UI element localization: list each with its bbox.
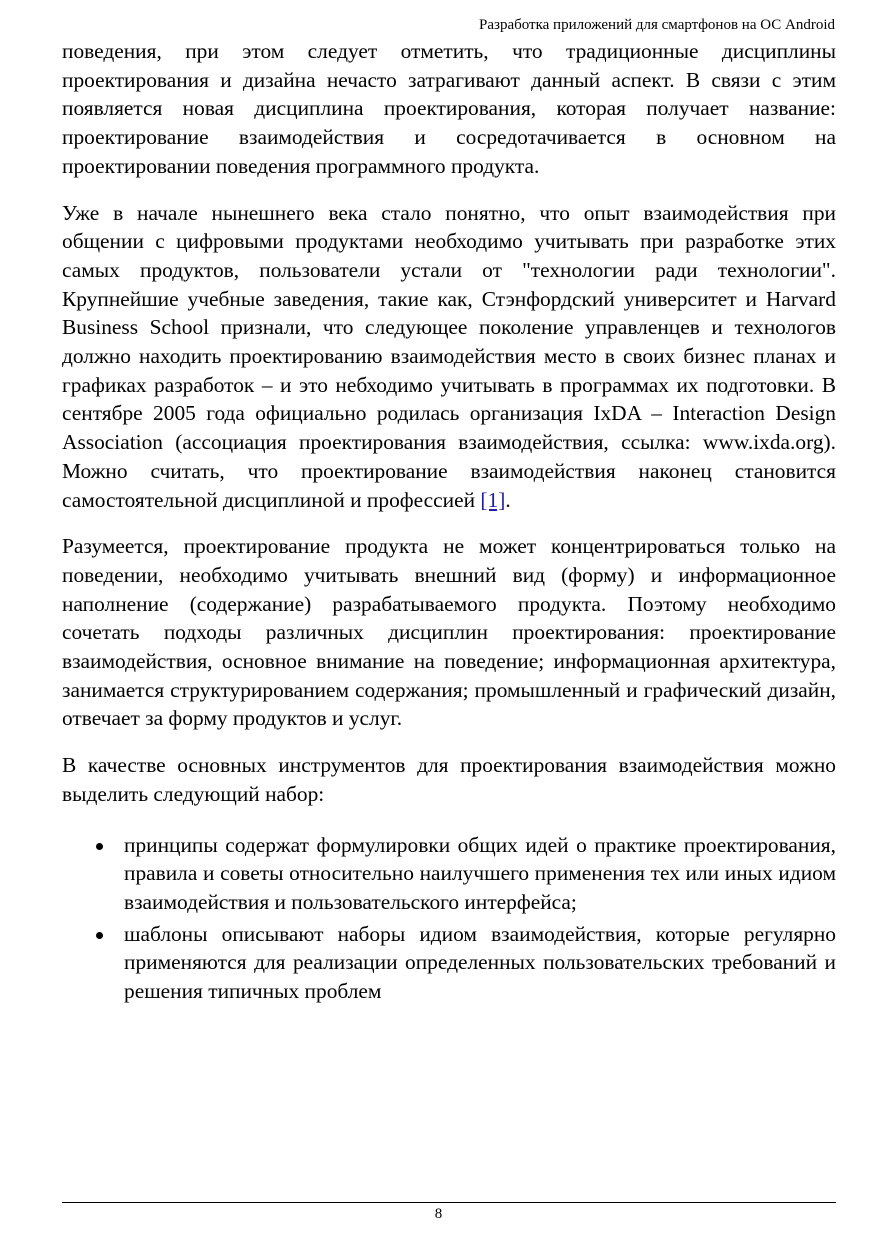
- list-item-text: принципы содержат формулировки общих идей о практике проектирования, правила и советы относительно наилучшего применения тех или иных идиом взаимодействия и пользовательского интерфейса;: [124, 832, 836, 914]
- paragraph-history: [62, 199, 836, 515]
- paragraph-tools-intro: В качестве основных инструментов для проектирования взаимодействия можно выделить следующий набор:: [62, 753, 836, 806]
- footer-divider: [62, 1202, 836, 1203]
- running-header: Разработка приложений для смартфонов на ОС Android: [479, 17, 835, 33]
- paragraph-history-end: .: [505, 487, 511, 512]
- citation-link[interactable]: [1]: [480, 487, 506, 512]
- list-item-text: шаблоны описывают наборы идиом взаимодействия, которые регулярно применяются для реализации определенных пользовательских требований и решения типичных проблем: [124, 921, 836, 1004]
- list-item: [124, 920, 836, 1006]
- page-number: 8: [434, 1206, 443, 1222]
- bullet-icon: [96, 843, 103, 850]
- bullet-icon: [96, 932, 103, 939]
- paragraph-disciplines: Разумеется, проектирование продукта не может концентрироваться только на поведении, необходимо учитывать внешний вид (форму) и информационное наполнение (содержание) разрабатываемого продукта. Поэтому необходимо сочетать подходы различных дисциплин проектирования: проектирование взаимодействия, основное внимание на поведение; информационная архитектура, занимается структурированием содержания; промышленный и графический дизайн, отвечает за форму продуктов и услуг.: [62, 534, 836, 731]
- paragraph-intro: поведения, при этом следует отметить, что традиционные дисциплины проектирования и дизайна нечасто затрагивают данный аспект. В связи с этим появляется новая дисциплина проектирования, которая получает название: проектирование взаимодействия и сосредотачивается в основном на проектировании поведения программного продукта.: [62, 39, 836, 178]
- list-item: [124, 831, 836, 917]
- paragraph-history-text: Уже в начале нынешнего века стало понятно, что опыт взаимодействия при общении с цифровыми продуктами необходимо учитывать при разработке этих самых продуктов, пользователи устали от "технологии ради технологии". Крупнейшие учебные заведения, такие как, Стэнфордский университет и Harvard Business School признали, что следующее поколение управленцев и технологов должно находить проектированию взаимодействия место в своих бизнес планах и графиках разработок – и это небходимо учитывать в программах их подготовки. В сентябре 2005 года официально родилась организация IxDA – Interaction Design Association (ассоциация проектирования взаимодействия, ссылка: www.ixda.org). Можно считать, что проектирование взаимодействия наконец становится самостоятельной дисциплиной и профессией: [62, 200, 836, 512]
- tools-list: [62, 831, 836, 1006]
- page-body: [62, 37, 836, 1009]
